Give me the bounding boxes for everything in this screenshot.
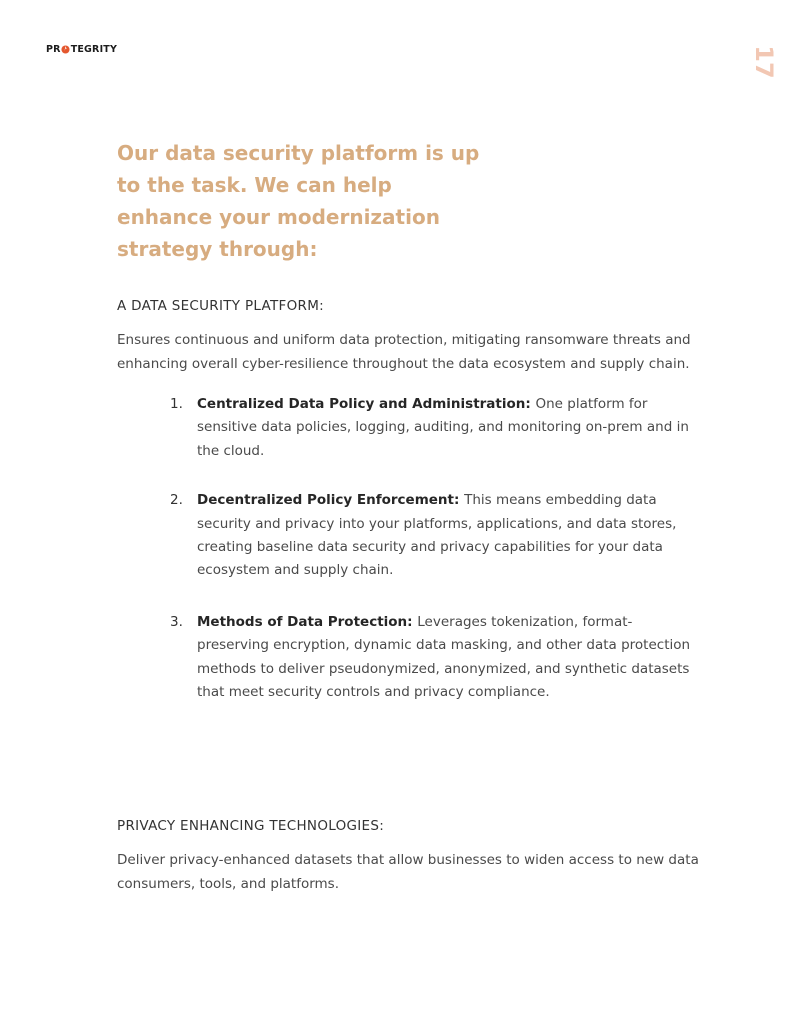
page-number: 17: [750, 45, 778, 79]
list-item-text: One platform for sensitive data policies, logging, auditing, and monitoring on-prem and in the cloud.: [197, 396, 689, 459]
list-item-title: Decentralized Policy Enforcement:: [197, 492, 465, 509]
logo-text-prefix: PR: [46, 44, 61, 55]
list-item-title: Methods of Data Protection:: [197, 613, 418, 630]
section-body-privacy-enhancing-technologies: Deliver privacy-enhanced datasets that allow businesses to widen access to new data consumers, tools, and platforms.: [117, 852, 699, 892]
list-item: [170, 393, 700, 463]
headline: Our data security platform is up to the task. We can help enhance your modernization strategy through:: [117, 141, 480, 261]
section-heading-privacy-enhancing-technologies: PRIVACY ENHANCING TECHNOLOGIES:: [117, 818, 385, 834]
list-item: [170, 611, 700, 705]
list-item-number: 3.: [170, 613, 183, 630]
platform-capabilities-list: [170, 393, 700, 704]
list-item-number: 1.: [170, 396, 183, 412]
logo-mark-icon: [61, 45, 70, 54]
section-heading-data-security-platform: A DATA SECURITY PLATFORM:: [117, 298, 325, 314]
section-body-data-security-platform: Ensures continuous and uniform data protection, mitigating ransomware threats and enhancing overall cyber-resilience throughout the data ecosystem and supply chain.: [117, 332, 691, 372]
list-item-title: Centralized Data Policy and Administration:: [197, 396, 536, 412]
logo-text-suffix: TEGRITY: [70, 44, 118, 55]
list-item: [170, 489, 700, 583]
list-item-number: 2.: [170, 492, 183, 509]
list-item-text: This means embedding data security and privacy into your platforms, applications, and data stores, creating baseline data security and privacy capabilities for your data ecosystem and supply chain.: [197, 492, 677, 579]
protegrity-logo: [46, 44, 117, 55]
list-item-text: Leverages tokenization, format-preserving encryption, dynamic data masking, and other data protection methods to deliver pseudonymized, anonymized, and synthetic datasets that meet security controls and privacy compliance.: [197, 613, 691, 701]
